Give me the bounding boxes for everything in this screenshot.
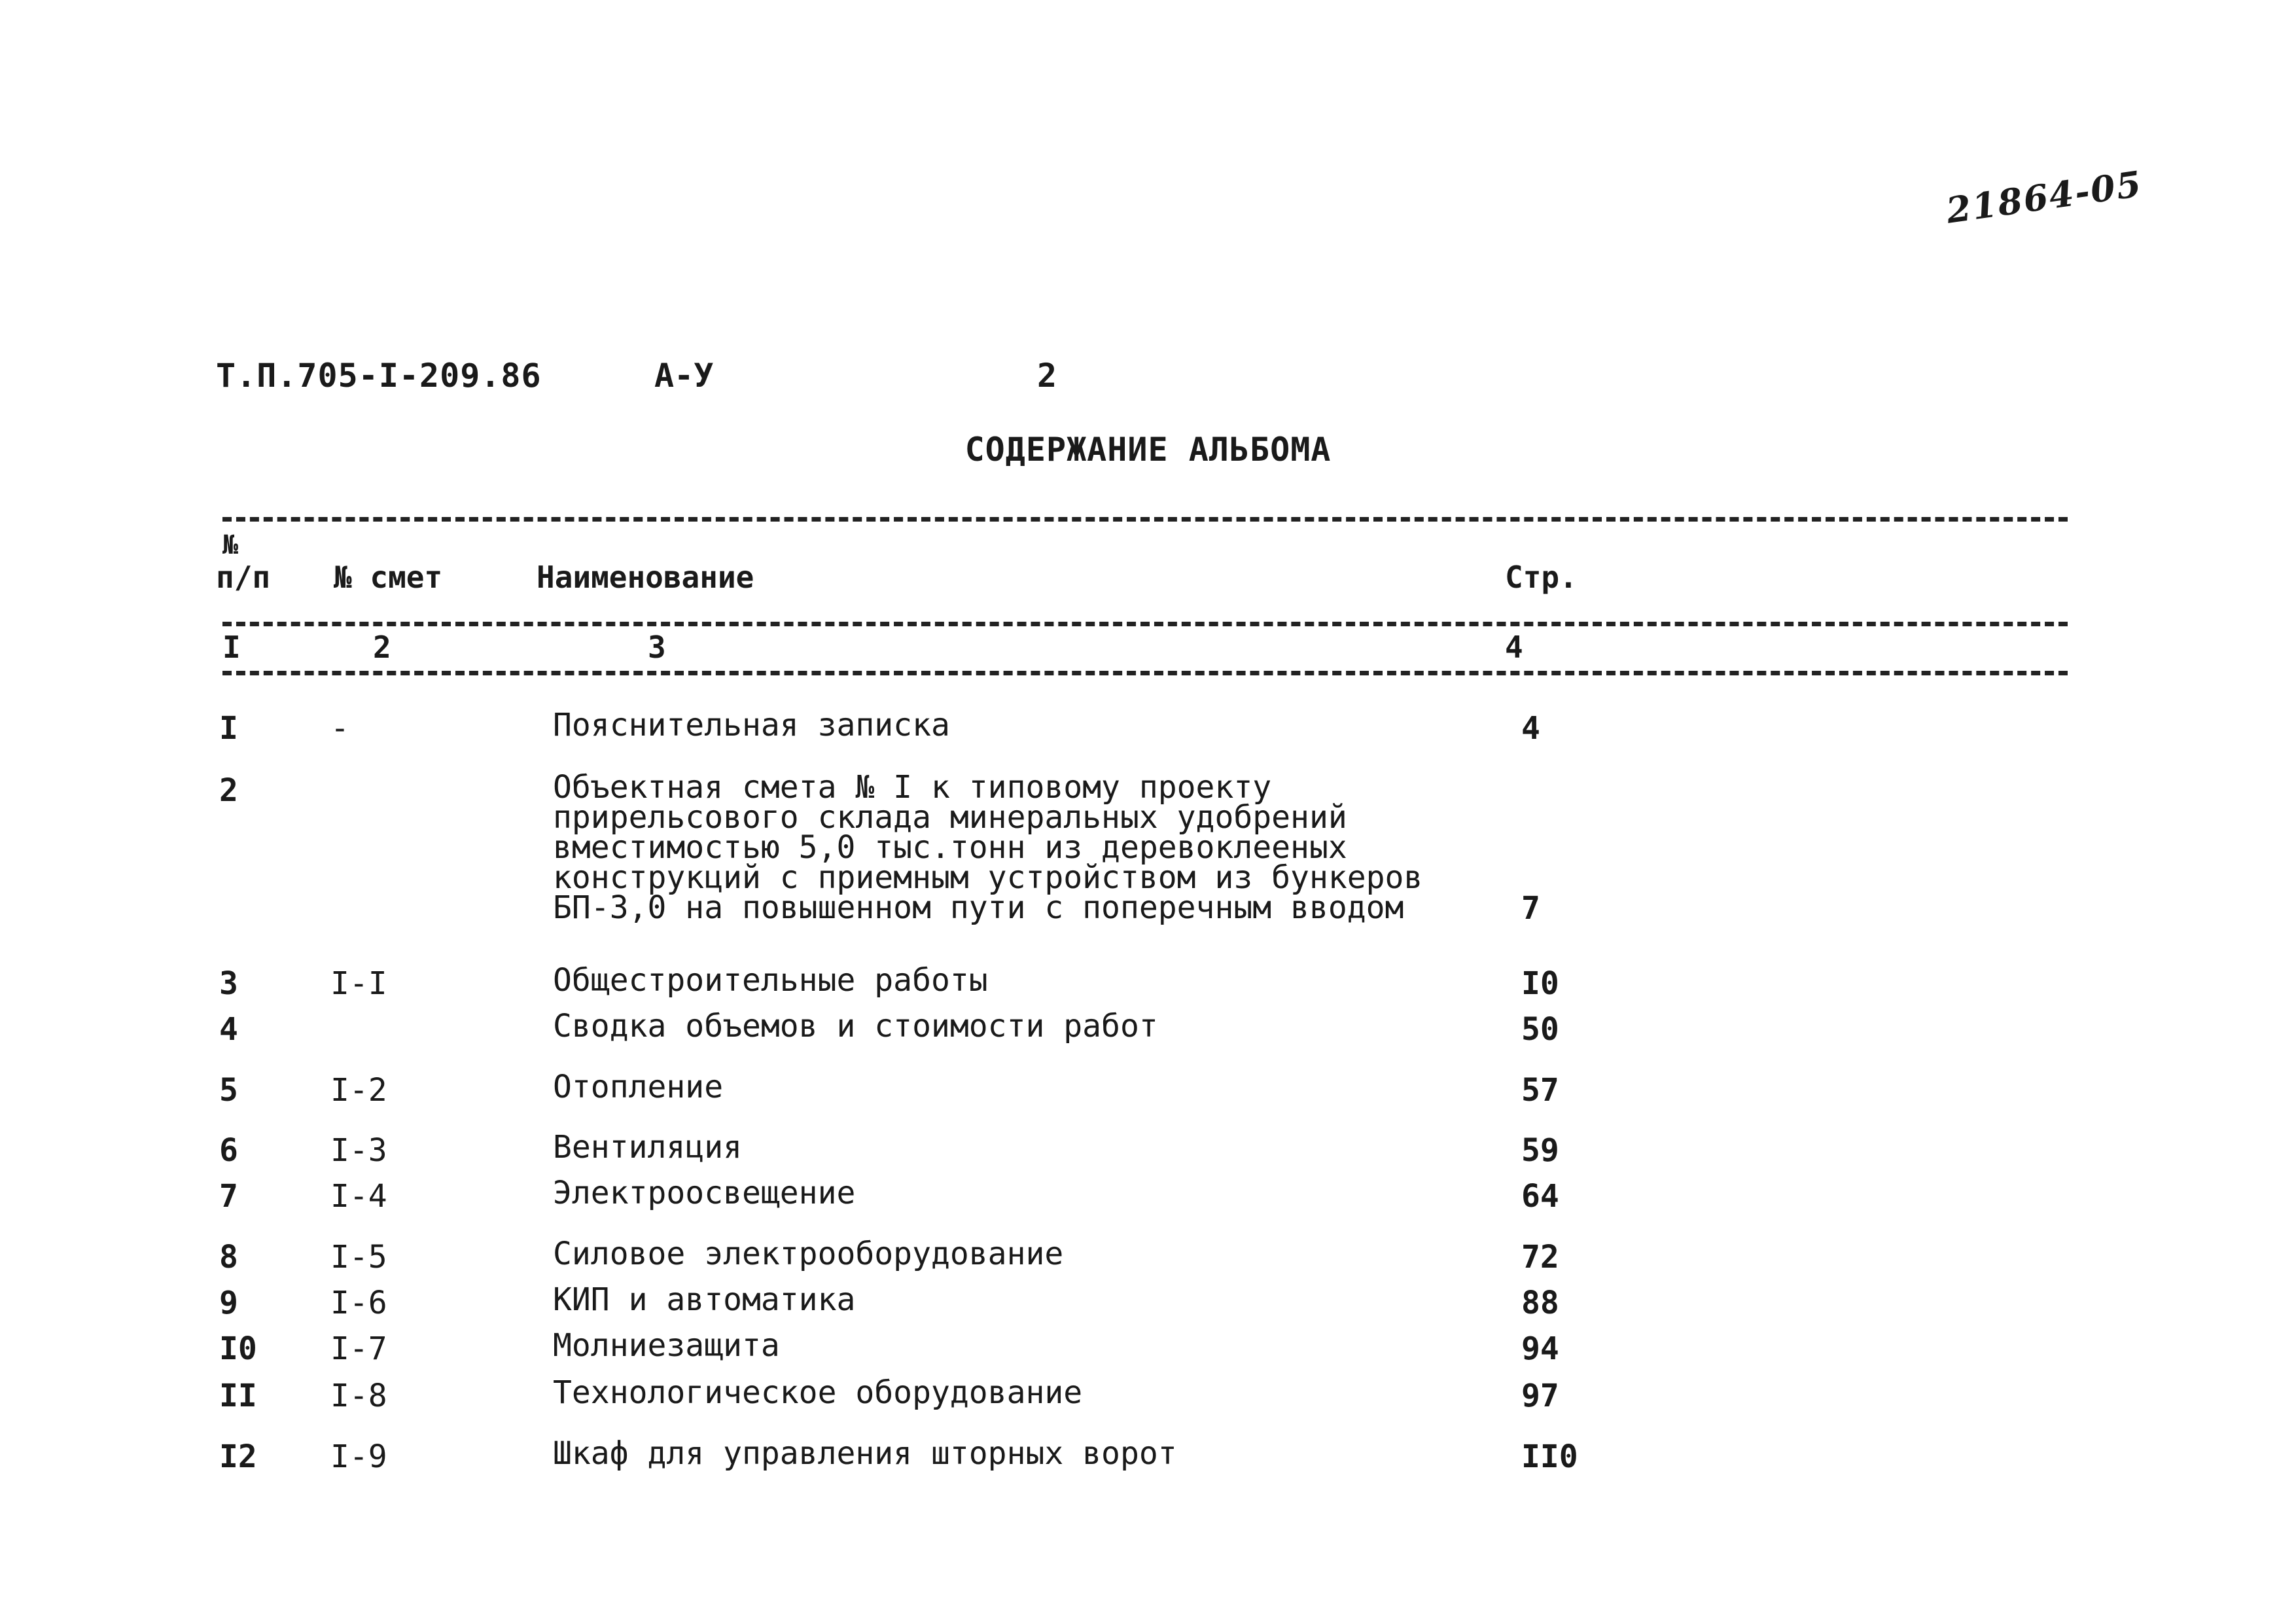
header-name: Наименование [537, 560, 754, 595]
row-name: Объектная смета № I к типовому проекту прирельсового склада минеральных удобрений вместимостью 5,0 тыс.тонн из деревоклееных конструкций с приемным устройством из бункеров БП-3,0 на повышенном пути с поперечным вводом [553, 769, 1423, 926]
header-estimate-number: № смет [334, 560, 443, 595]
row-number: 6 [219, 1132, 238, 1169]
row-number: I [219, 710, 238, 747]
row-page: I0 [1521, 965, 1559, 1002]
row-estimate: I-7 [330, 1330, 387, 1367]
document-code: Т.П.705-I-209.86 [216, 357, 542, 395]
row-page: 59 [1521, 1132, 1559, 1169]
table-top-rule [222, 517, 2068, 522]
row-page: 64 [1521, 1178, 1559, 1215]
header-page: Стр. [1505, 560, 1578, 595]
row-name: Шкаф для управления шторных ворот [553, 1435, 1177, 1472]
page-number: 2 [1037, 357, 1057, 395]
row-name: Пояснительная записка [553, 707, 950, 743]
row-estimate: I-4 [330, 1178, 387, 1215]
header-number-sign: № [222, 530, 239, 560]
row-page: 97 [1521, 1378, 1559, 1414]
row-name: Вентиляция [553, 1129, 742, 1166]
row-name: Молниезащита [553, 1327, 780, 1364]
row-name: КИП и автоматика [553, 1281, 856, 1318]
row-page: 72 [1521, 1239, 1559, 1275]
column-numbers-rule [222, 671, 2068, 675]
row-estimate: - [330, 710, 349, 747]
row-number: 8 [219, 1239, 238, 1275]
row-name: Отопление [553, 1069, 724, 1105]
row-estimate: I-2 [330, 1072, 387, 1109]
row-page: 4 [1521, 710, 1540, 747]
row-estimate: I-9 [330, 1438, 387, 1475]
row-page: 50 [1521, 1011, 1559, 1048]
row-number: 9 [219, 1285, 238, 1321]
column-number-4: 4 [1505, 630, 1523, 665]
row-estimate: I-6 [330, 1285, 387, 1321]
row-estimate: I-I [330, 965, 387, 1002]
header-item-number: п/п [216, 560, 271, 595]
row-number: 5 [219, 1072, 238, 1109]
row-number: 4 [219, 1011, 238, 1048]
row-name: Электроосвещение [553, 1175, 856, 1211]
row-estimate: I-8 [330, 1378, 387, 1414]
row-page: 7 [1521, 890, 1540, 927]
row-page: II0 [1521, 1438, 1578, 1475]
page-title: СОДЕРЖАНИЕ АЛЬБОМА [964, 431, 1332, 469]
row-number: 2 [219, 772, 238, 809]
row-page: 88 [1521, 1285, 1559, 1321]
row-name: Общестроительные работы [553, 962, 988, 999]
column-number-1: I [222, 630, 241, 665]
header-bottom-rule [222, 622, 2068, 626]
column-number-2: 2 [373, 630, 391, 665]
row-estimate: I-3 [330, 1132, 387, 1169]
row-number: II [219, 1378, 257, 1414]
row-estimate: I-5 [330, 1239, 387, 1275]
row-number: I2 [219, 1438, 257, 1475]
row-name: Силовое электрооборудование [553, 1236, 1064, 1272]
row-number: 3 [219, 965, 238, 1002]
handwritten-archive-number: 21864-05 [1943, 162, 2145, 232]
row-page: 94 [1521, 1330, 1559, 1367]
column-number-3: 3 [648, 630, 666, 665]
row-name: Технологическое оборудование [553, 1374, 1083, 1411]
row-name: Сводка объемов и стоимости работ [553, 1008, 1158, 1044]
row-page: 57 [1521, 1072, 1559, 1109]
row-number: I0 [219, 1330, 257, 1367]
album-part: А-У [654, 357, 714, 395]
row-number: 7 [219, 1178, 238, 1215]
